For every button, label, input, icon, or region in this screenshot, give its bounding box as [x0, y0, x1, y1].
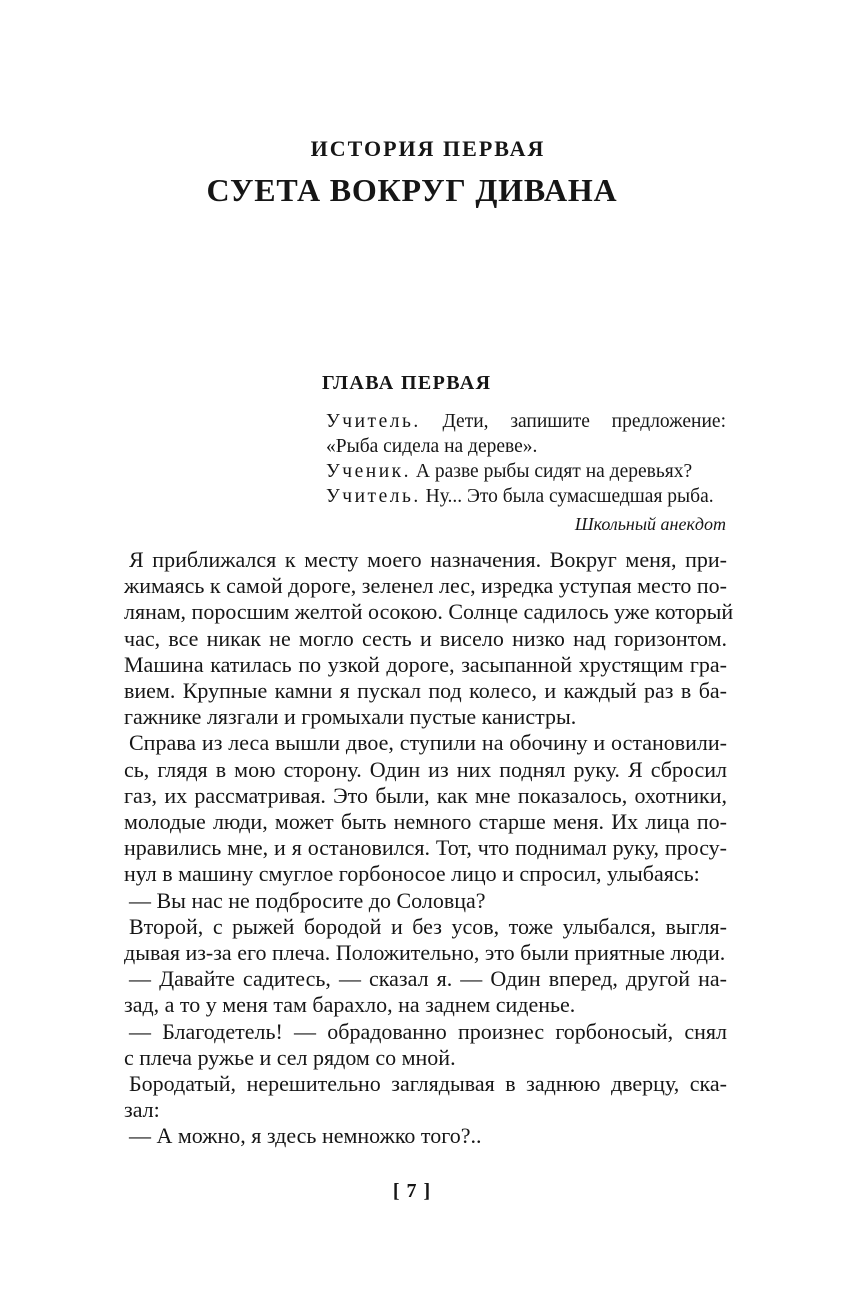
body-line: гажнике лязгали и громыхали пустые канистры.: [124, 704, 577, 730]
body-line: жимаясь к самой дороге, зеленел лес, изредка уступая место по-: [124, 573, 727, 599]
body-line: сь, глядя в мою сторону. Один из них поднял руку. Я сбросил: [124, 756, 727, 782]
body-line: нравились мне, и я остановился. Тот, что поднимал руку, просу-: [124, 835, 727, 861]
epigraph: [326, 409, 726, 536]
body-text: [124, 547, 734, 1150]
epigraph-source: Школьный анекдот: [574, 514, 726, 534]
body-line: молодые люди, может быть немного старше меня. Их лица по-: [124, 809, 727, 835]
epigraph-text: Ну... Это была сумасшедшая рыба.: [425, 486, 714, 507]
epigraph-speaker: Учитель.: [326, 486, 421, 507]
body-line: зал:: [124, 1097, 160, 1123]
body-line: с плеча ружье и сел рядом со мной.: [124, 1044, 456, 1070]
body-line: час, все никак не могло сесть и висело низко над горизонтом.: [124, 625, 727, 651]
part-title: ИСТОРИЯ ПЕРВАЯ: [310, 136, 546, 161]
epigraph-line: [326, 434, 726, 459]
page-number: [ 7 ]: [392, 1180, 432, 1202]
body-line: газ, их рассматривая. Это были, как мне показалось, охотники,: [124, 782, 727, 808]
epigraph-text: Дети, запишите предложение:: [442, 411, 726, 432]
body-line: нул в машину смуглое горбоносое лицо и спросил, улыбаясь:: [124, 861, 700, 887]
body-line: Машина катилась по узкой дороге, засыпанной хрустящим гра-: [124, 651, 727, 677]
body-line: Бородатый, нерешительно заглядывая в заднюю дверцу, ска-: [129, 1071, 727, 1097]
epigraph-text: «Рыба сидела на дереве».: [326, 436, 538, 457]
body-line: — А можно, я здесь немножко того?..: [129, 1123, 482, 1149]
body-line: Справа из леса вышли двое, ступили на обочину и остановили-: [129, 730, 727, 756]
body-line: вием. Крупные камни я пускал под колесо, и каждый раз в ба-: [124, 678, 727, 704]
epigraph-line: [326, 459, 726, 484]
body-line: — Вы нас не подбросите до Соловца?: [129, 887, 486, 913]
body-line: — Благодетель! — обрадованно произнес горбоносый, снял: [129, 1018, 727, 1044]
epigraph-speaker: Ученик.: [326, 461, 411, 482]
epigraph-line: [326, 409, 726, 434]
body-line: зад, а то у меня там барахло, на заднем сиденье.: [124, 992, 576, 1018]
body-line: лянам, поросшим желтой осокою. Солнце садилось уже который: [124, 599, 734, 625]
story-title: СУЕТА ВОКРУГ ДИВАНА: [206, 172, 618, 208]
epigraph-line: [326, 484, 726, 509]
body-line: дывая из-за его плеча. Положительно, это были приятные люди.: [124, 940, 726, 966]
body-line: Второй, с рыжей бородой и без усов, тоже улыбался, выгля-: [129, 913, 727, 939]
chapter-title: ГЛАВА ПЕРВАЯ: [322, 372, 492, 394]
body-line: Я приближался к месту моего назначения. Вокруг меня, при-: [129, 547, 727, 572]
epigraph-speaker: Учитель.: [326, 411, 421, 432]
epigraph-text: А разве рыбы сидят на деревьях?: [415, 461, 693, 482]
body-line: — Давайте садитесь, — сказал я. — Один вперед, другой на-: [129, 966, 727, 992]
